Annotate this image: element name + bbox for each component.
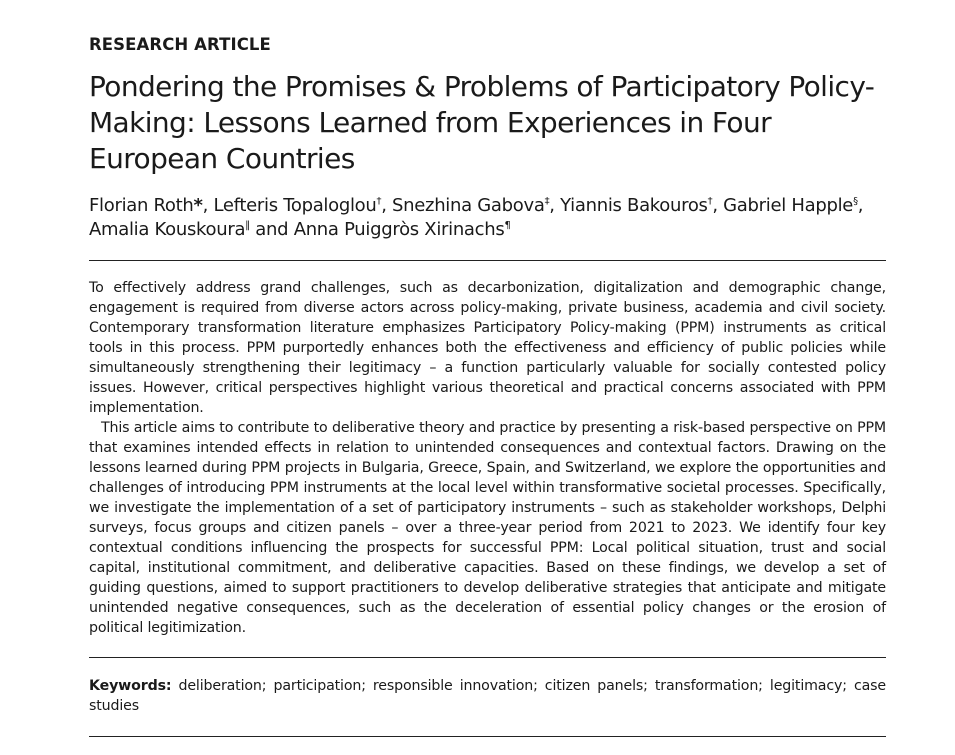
top-divider [89,260,886,261]
author-affiliation-mark: ¶ [504,220,511,231]
author-affiliation-mark: § [853,196,858,207]
author-list [89,194,886,242]
author-separator: , [381,195,393,216]
author-name: Amalia Kouskoura [89,219,246,240]
middle-divider [89,657,886,658]
keywords-text: deliberation; participation; responsible innovation; citizen panels; transformation; legitimacy; case studies [89,678,886,714]
author-separator: , [549,195,561,216]
abstract-paragraph-2: This article aims to contribute to deliberative theory and practice by presenting a risk-based perspective on PPM that examines intended effects in relation to unintended consequences and contextual factors. Drawing on the lessons learned during PPM projects in Bulgaria, Greece, Spain, and Switzerland, we explore the opportunities and challenges of introducing PPM instruments at the local level within transformative societal processes. Specifically, we investigate the implementation of a set of participatory instruments – such as stakeholder workshops, Delphi surveys, focus groups and citizen panels – over a three-year period from 2021 to 2023. We identify four key contextual conditions influencing the prospects for successful PPM: Local political situation, trust and social capital, institutional commitment, and deliberative capacities. Based on these findings, we develop a set of guiding questions, aimed to support practitioners to develop deliberative strategies that anticipate and mitigate unintended negative consequences, such as the deceleration of essential policy changes or the erosion of political legitimization. [89,420,886,636]
author-name: Lefteris Topaloglou [213,195,377,216]
author-affiliation-mark: ‖ [245,220,250,231]
abstract [89,278,886,638]
author-name: Florian Roth [89,195,194,216]
abstract-paragraph-1: To effectively address grand challenges, such as decarbonization, digitalization and demographic change, engagement is required from diverse actors across policy-making, private business, academia and civil society. Contemporary transformation literature emphasizes Participatory Policy-making (PPM) instruments as critical tools in this process. PPM purportedly enhances both the effectiveness and efficiency of public policies while simultaneously strengthening their legitimacy – a function particularly valuable for socially contested policy issues. However, critical perspectives highlight various theoretical and practical concerns associated with PPM implementation. [89,280,886,416]
author-affiliation-mark: ‡ [544,196,550,207]
author-name: Anna Puiggròs Xirinachs [293,219,505,240]
author-name: Gabriel Happle [723,195,854,216]
keywords-label: Keywords: [89,678,172,694]
author-separator: , [202,195,214,216]
author-name: Snezhina Gabova [392,195,545,216]
author-name: Yiannis Bakouros [560,195,708,216]
author-affiliation-mark: † [376,196,382,207]
keywords-block [89,676,886,716]
author-affiliation-mark: * [193,195,203,216]
bottom-divider [89,736,886,737]
author-separator: , [712,195,724,216]
author-separator: and [249,219,294,240]
article-type-label: RESEARCH ARTICLE [89,35,271,54]
author-affiliation-mark: † [707,196,713,207]
author-separator: , [857,195,864,216]
article-title: Pondering the Promises & Problems of Participatory Policy-Making: Lessons Learned from Experiences in Four European Countries [89,70,875,175]
